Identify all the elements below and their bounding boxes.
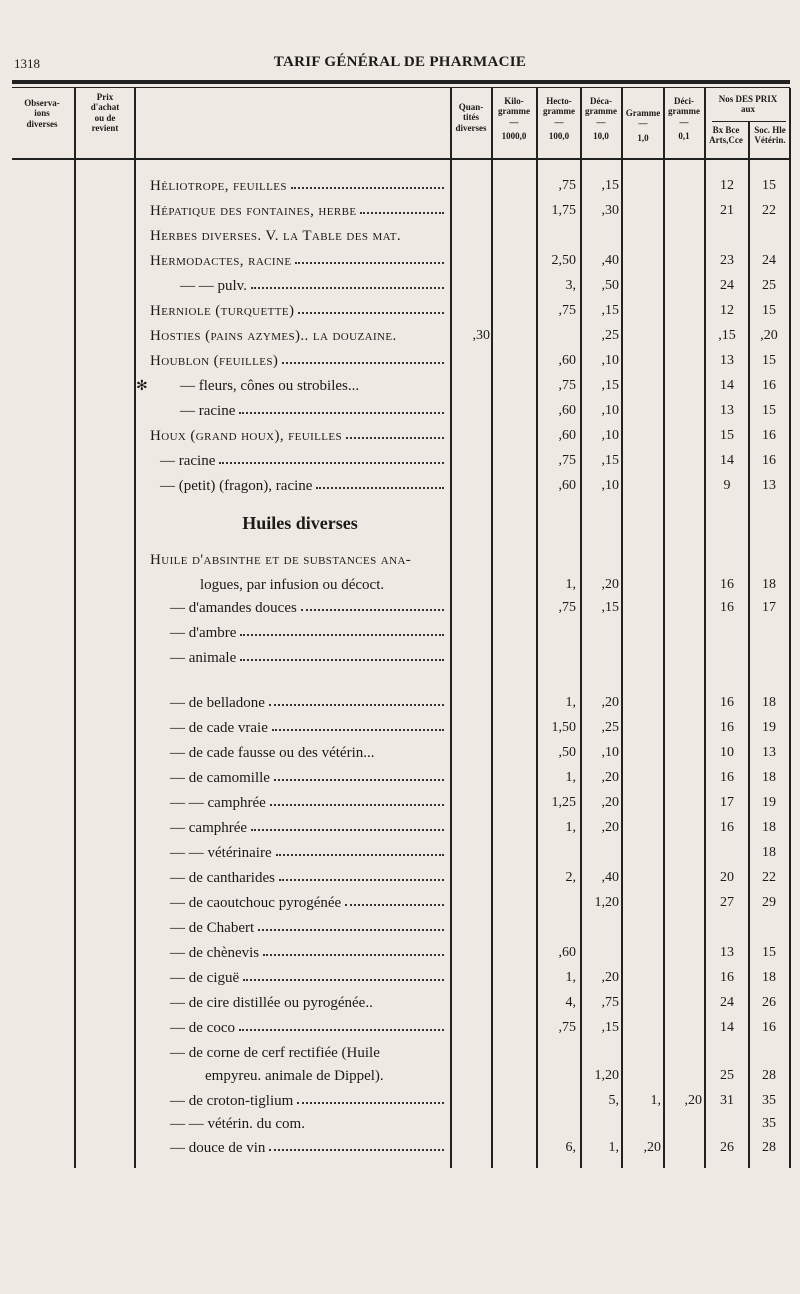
leader-dots xyxy=(251,287,444,289)
cell-bx: 16 xyxy=(720,720,734,735)
cell-soc: 18 xyxy=(762,770,776,785)
row-label: — de croton-tiglium xyxy=(170,1093,294,1109)
row-label: — de cantharides xyxy=(170,870,275,886)
leader-dots xyxy=(243,979,444,981)
cell-bx: 10 xyxy=(720,745,734,760)
cell-bx: 16 xyxy=(720,577,734,592)
cell-deca: ,20 xyxy=(601,795,619,810)
row-label: — de corne de cerf rectifiée (Huile xyxy=(170,1045,380,1061)
cell-deca: ,20 xyxy=(601,577,619,592)
row-label: — — vétérinaire xyxy=(170,845,272,861)
col-header-decagramme: Déca- gramme — 10,0 xyxy=(585,96,617,142)
cell-deca: ,10 xyxy=(601,478,619,493)
cell-soc: 35 xyxy=(762,1116,776,1131)
cell-soc: 16 xyxy=(762,453,776,468)
table-row xyxy=(0,970,800,994)
cell-soc: 15 xyxy=(762,945,776,960)
leader-dots xyxy=(360,212,444,214)
table-row xyxy=(0,577,800,601)
cell-soc: 16 xyxy=(762,1020,776,1035)
cell-soc: 16 xyxy=(762,428,776,443)
cell-deca: ,15 xyxy=(601,453,619,468)
cell-deca: ,15 xyxy=(601,378,619,393)
cell-deca: ,30 xyxy=(601,203,619,218)
cell-soc: 15 xyxy=(762,403,776,418)
row-label: — fleurs, cônes ou strobiles... xyxy=(180,378,360,394)
section-heading: Huiles diverses xyxy=(242,513,358,533)
cell-bx: 9 xyxy=(723,478,731,493)
cell-hecto: 6, xyxy=(565,1140,576,1155)
cell-bx: 14 xyxy=(720,378,734,393)
cell-bx: 13 xyxy=(720,403,734,418)
col-header-hectogramme: Hecto- gramme — 100,0 xyxy=(543,96,575,142)
row-label: — de coco xyxy=(170,1020,235,1036)
header-rule xyxy=(12,80,790,84)
cell-hecto: ,75 xyxy=(558,453,576,468)
table-row xyxy=(0,625,800,649)
leader-dots xyxy=(239,412,444,414)
cell-hecto: 4, xyxy=(565,995,576,1010)
row-label: Herniole (turquette) xyxy=(150,303,295,319)
row-label: logues, par infusion ou décoct. xyxy=(200,577,385,593)
col-header-observations: Observa- ions diverses xyxy=(24,98,60,129)
cell-gram: 1, xyxy=(650,1093,661,1108)
col-header-kilogramme: Kilo- gramme — 1000,0 xyxy=(498,96,530,142)
page-title: TARIF GÉNÉRAL DE PHARMACIE xyxy=(273,54,527,70)
col-header-gramme: Gramme — 1,0 xyxy=(625,108,661,143)
header-rule-thin xyxy=(12,87,790,88)
row-label: Houblon (feuilles) xyxy=(150,353,279,369)
table-row xyxy=(0,453,800,477)
leader-dots xyxy=(251,829,444,831)
row-label: — douce de vin xyxy=(170,1140,266,1156)
col-header-prix-achat: Prix d'achat ou de revient xyxy=(90,92,120,134)
cell-hecto: 3, xyxy=(565,278,576,293)
cell-deca: ,15 xyxy=(601,303,619,318)
table-row xyxy=(0,820,800,844)
table-row xyxy=(0,178,800,202)
table-row xyxy=(0,650,800,674)
row-label: Hépatique des fontaines, herbe xyxy=(150,203,357,219)
leader-dots xyxy=(263,954,444,956)
table-row xyxy=(0,203,800,227)
leader-dots xyxy=(276,854,444,856)
cell-bx: 23 xyxy=(720,253,734,268)
cell-soc: 13 xyxy=(762,745,776,760)
leader-dots xyxy=(258,929,444,931)
table-row xyxy=(0,328,800,352)
cell-deca: ,40 xyxy=(601,253,619,268)
cell-soc: 15 xyxy=(762,353,776,368)
cell-hecto: 2,50 xyxy=(551,253,576,268)
page-number: 1318 xyxy=(14,56,40,71)
cell-bx: 27 xyxy=(720,895,734,910)
cell-soc: 28 xyxy=(762,1140,776,1155)
row-label: — de cade fausse ou des vétérin... xyxy=(170,745,375,761)
cell-deca: ,20 xyxy=(601,770,619,785)
table-row xyxy=(0,920,800,944)
cell-bx: 14 xyxy=(720,1020,734,1035)
cell-deca: ,50 xyxy=(601,278,619,293)
leader-dots xyxy=(301,609,444,611)
leader-dots xyxy=(239,1029,444,1031)
cell-deca: ,25 xyxy=(601,720,619,735)
cell-soc: 25 xyxy=(762,278,776,293)
cell-deca: ,20 xyxy=(601,820,619,835)
cell-deca: ,75 xyxy=(601,995,619,1010)
cell-deca: 5, xyxy=(608,1093,619,1108)
row-label: — — pulv. xyxy=(180,278,247,294)
cell-bx: 13 xyxy=(720,353,734,368)
table-row xyxy=(0,428,800,452)
table-row xyxy=(0,228,800,252)
leader-dots xyxy=(282,362,444,364)
row-label: — de camomille xyxy=(170,770,270,786)
cell-deca: 1,20 xyxy=(594,895,619,910)
cell-hecto: 1, xyxy=(565,577,576,592)
cell-hecto: ,60 xyxy=(558,353,576,368)
cell-bx: 16 xyxy=(720,970,734,985)
row-label: — de belladone xyxy=(170,695,265,711)
cell-bx: 16 xyxy=(720,820,734,835)
row-label: Houx (grand houx), feuilles xyxy=(150,428,343,444)
cell-hecto: 1,75 xyxy=(551,203,576,218)
cell-bx: 24 xyxy=(720,995,734,1010)
table-row xyxy=(0,278,800,302)
cell-hecto: ,60 xyxy=(558,403,576,418)
row-label: Huile d'absinthe et de substances ana- xyxy=(150,552,412,568)
table-row xyxy=(0,1045,800,1069)
table-row xyxy=(0,353,800,377)
row-label: — de cire distillée ou pyrogénée.. xyxy=(170,995,373,1011)
row-label: — (petit) (fragon), racine xyxy=(160,478,313,494)
table-row xyxy=(0,403,800,427)
leader-dots xyxy=(297,1102,444,1104)
cell-soc: 35 xyxy=(762,1093,776,1108)
table-row xyxy=(0,720,800,744)
cell-deca: ,20 xyxy=(601,695,619,710)
leader-dots xyxy=(270,804,444,806)
row-label: — camphrée xyxy=(170,820,248,836)
cell-soc: 18 xyxy=(762,970,776,985)
cell-soc: 22 xyxy=(762,203,776,218)
table-row xyxy=(0,845,800,869)
cell-soc: 29 xyxy=(762,895,776,910)
table-row xyxy=(0,1140,800,1164)
col-header-soc-veterin: Soc. Hle Vétérin. xyxy=(754,125,786,146)
cell-soc: 18 xyxy=(762,845,776,860)
cell-hecto: 1,50 xyxy=(551,720,576,735)
cell-soc: 13 xyxy=(762,478,776,493)
cell-soc: 19 xyxy=(762,795,776,810)
cell-soc: 24 xyxy=(762,253,776,268)
row-label: — de caoutchouc pyrogénée xyxy=(170,895,342,911)
row-label: — — vétérin. du com. xyxy=(170,1116,305,1132)
cell-hecto: 1, xyxy=(565,695,576,710)
cell-hecto: ,75 xyxy=(558,600,576,615)
leader-dots xyxy=(240,634,444,636)
cell-bx: 14 xyxy=(720,453,734,468)
table-row xyxy=(0,870,800,894)
leader-dots xyxy=(316,487,444,489)
table-row xyxy=(0,1020,800,1044)
cell-hecto: ,75 xyxy=(558,303,576,318)
row-label: empyreu. animale de Dippel). xyxy=(205,1068,384,1084)
cell-bx: ,15 xyxy=(718,328,736,343)
cell-bx: 25 xyxy=(720,1068,734,1083)
row-label: — racine xyxy=(160,453,216,469)
leader-dots xyxy=(345,904,444,906)
table-row xyxy=(0,695,800,719)
leader-dots xyxy=(269,1149,444,1151)
cell-bx: 16 xyxy=(720,770,734,785)
leader-dots xyxy=(298,312,444,314)
row-label: — racine xyxy=(180,403,236,419)
cell-hecto: 1,25 xyxy=(551,795,576,810)
cell-hecto: ,60 xyxy=(558,428,576,443)
cell-soc: 15 xyxy=(762,303,776,318)
row-label: — d'ambre xyxy=(170,625,237,641)
cell-deca: ,15 xyxy=(601,178,619,193)
table-row xyxy=(0,1116,800,1140)
leader-dots xyxy=(272,729,444,731)
cell-deca: ,10 xyxy=(601,428,619,443)
table-row xyxy=(0,945,800,969)
cell-hecto: 1, xyxy=(565,970,576,985)
row-label: — de cade vraie xyxy=(170,720,268,736)
cell-bx: 16 xyxy=(720,695,734,710)
row-label: — d'amandes douces xyxy=(170,600,297,616)
leader-dots xyxy=(274,779,444,781)
row-label: Hermodactes, racine xyxy=(150,253,292,269)
cell-hecto: 1, xyxy=(565,770,576,785)
cell-bx: 12 xyxy=(720,303,734,318)
row-label: Herbes diverses. V. la Table des mat. xyxy=(150,228,402,244)
row-label: — de Chabert xyxy=(170,920,255,936)
table-row xyxy=(0,795,800,819)
table-row xyxy=(0,770,800,794)
row-label: — — camphrée xyxy=(170,795,266,811)
table-row xyxy=(0,745,800,769)
cell-qty: ,30 xyxy=(472,328,490,343)
cell-hecto: ,50 xyxy=(558,745,576,760)
cell-bx: 12 xyxy=(720,178,734,193)
cell-bx: 17 xyxy=(720,795,734,810)
cell-soc: 18 xyxy=(762,695,776,710)
cell-soc: 22 xyxy=(762,870,776,885)
cell-deca: 1, xyxy=(608,1140,619,1155)
row-label: Hosties (pains azymes).. la douzaine. xyxy=(150,328,397,344)
table-row xyxy=(0,895,800,919)
leader-dots xyxy=(291,187,444,189)
cell-bx: 20 xyxy=(720,870,734,885)
cell-hecto: ,75 xyxy=(558,1020,576,1035)
cell-deca: ,10 xyxy=(601,745,619,760)
cell-deci: ,20 xyxy=(684,1093,702,1108)
row-label: — animale xyxy=(170,650,237,666)
cell-hecto: ,75 xyxy=(558,178,576,193)
cell-hecto: ,60 xyxy=(558,945,576,960)
cell-soc: 18 xyxy=(762,577,776,592)
table-row xyxy=(0,303,800,327)
cell-soc: 26 xyxy=(762,995,776,1010)
row-label: — de chènevis xyxy=(170,945,260,961)
cell-bx: 21 xyxy=(720,203,734,218)
cell-bx: 13 xyxy=(720,945,734,960)
cell-deca: ,40 xyxy=(601,870,619,885)
table-row xyxy=(0,995,800,1019)
table-row xyxy=(0,478,800,502)
cell-bx: 24 xyxy=(720,278,734,293)
row-label: — de ciguë xyxy=(170,970,240,986)
table-row xyxy=(0,1068,800,1092)
cell-hecto: 1, xyxy=(565,820,576,835)
table-row xyxy=(0,253,800,277)
cell-gram: ,20 xyxy=(643,1140,661,1155)
leader-dots xyxy=(279,879,444,881)
cell-hecto: ,60 xyxy=(558,478,576,493)
leader-dots xyxy=(240,659,444,661)
cell-soc: 18 xyxy=(762,820,776,835)
cell-soc: 19 xyxy=(762,720,776,735)
cell-deca: 1,20 xyxy=(594,1068,619,1083)
table-row xyxy=(0,552,800,576)
leader-dots xyxy=(346,437,444,439)
cell-bx: 26 xyxy=(720,1140,734,1155)
table-row xyxy=(0,600,800,624)
cell-deca: ,10 xyxy=(601,403,619,418)
cell-deca: ,15 xyxy=(601,600,619,615)
cell-soc: 28 xyxy=(762,1068,776,1083)
cell-soc: 17 xyxy=(762,600,776,615)
row-label: Héliotrope, feuilles xyxy=(150,178,287,194)
cell-deca: ,25 xyxy=(601,328,619,343)
cell-soc: 15 xyxy=(762,178,776,193)
cell-hecto: 2, xyxy=(565,870,576,885)
col-header-quantites: Quan- tités diverses xyxy=(455,102,487,133)
col-header-decigramme: Déci- gramme — 0,1 xyxy=(668,96,700,142)
table-row xyxy=(0,378,800,402)
col-header-prix-group: Nos DES PRIX aux xyxy=(718,94,778,115)
cell-deca: ,10 xyxy=(601,353,619,368)
cell-bx: 15 xyxy=(720,428,734,443)
cell-bx: 16 xyxy=(720,600,734,615)
cell-deca: ,15 xyxy=(601,1020,619,1035)
row-marker: ✻ xyxy=(136,379,148,394)
cell-deca: ,20 xyxy=(601,970,619,985)
cell-bx: 31 xyxy=(720,1093,734,1108)
cell-soc: ,20 xyxy=(760,328,778,343)
table-row xyxy=(0,1093,800,1117)
header-bottom-rule xyxy=(12,158,790,160)
leader-dots xyxy=(269,704,444,706)
cell-hecto: ,75 xyxy=(558,378,576,393)
cell-soc: 16 xyxy=(762,378,776,393)
leader-dots xyxy=(295,262,444,264)
leader-dots xyxy=(219,462,444,464)
col-header-bx-arts: Bx Bce Arts,Cce xyxy=(709,125,743,146)
